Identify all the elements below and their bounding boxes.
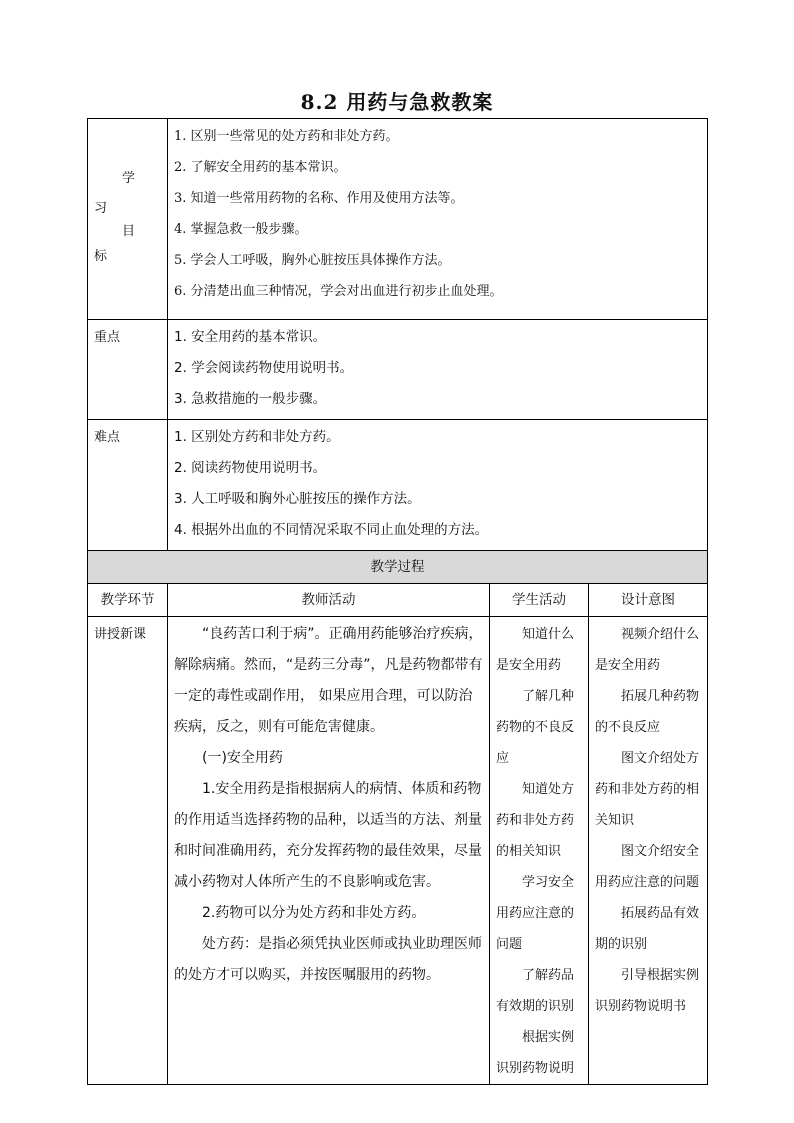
teacher-activity-cell — [168, 617, 490, 1085]
key-points-label: 重点 — [88, 320, 168, 420]
student-item: 了解几种药物的不良反应 — [496, 689, 575, 766]
difficulties-label: 难点 — [88, 420, 168, 551]
design-item: 拓展几种药物的不良反应 — [595, 689, 700, 735]
process-header: 教学过程 — [88, 551, 708, 584]
key-points-row — [88, 320, 708, 420]
difficulties-row — [88, 420, 708, 551]
column-header-stage: 教学环节 — [88, 584, 168, 617]
teacher-paragraph: “良药苦口利于病”。正确用药能够治疗疾病，解除病痛。然而，“是药三分毒”，凡是药物都带有一定的毒性或副作用， 如果应用合理，可以防治疾病，反之，则有可能危害健康。 — [174, 626, 483, 735]
difficulty-item: 3. 人工呼吸和胸外心脏按压的操作方法。 — [174, 491, 421, 507]
student-item: 根据实例识别药物说明 — [496, 1030, 575, 1076]
objective-item: 1. 区别一些常见的处方药和非处方药。 — [174, 129, 399, 144]
column-header-row — [88, 584, 708, 617]
teacher-paragraph: (一)安全用药 — [202, 750, 283, 766]
student-item: 知道处方药和非处方药的相关知识 — [496, 782, 575, 859]
process-row — [88, 617, 708, 1085]
design-item: 拓展药品有效期的识别 — [595, 906, 700, 952]
column-header-student: 学生活动 — [490, 584, 589, 617]
teacher-paragraph: 2.药物可以分为处方药和非处方药。 — [202, 905, 426, 921]
objective-item: 3. 知道一些常用药物的名称、作用及使用方法等。 — [174, 191, 464, 206]
student-item: 知道什么是安全用药 — [496, 627, 575, 673]
teacher-paragraph: 处方药：是指必须凭执业医师或执业助理医师的处方才可以购买，并按医嘱服用的药物。 — [174, 936, 482, 983]
difficulty-item: 2. 阅读药物使用说明书。 — [174, 460, 327, 476]
design-item: 图文介绍处方药和非处方药的相关知识 — [595, 751, 700, 828]
objective-item: 6. 分清楚出血三种情况，学会对出血进行初步止血处理。 — [174, 284, 503, 299]
teacher-paragraph: 1.安全用药是指根据病人的病情、体质和药物的作用适当选择药物的品种，以适当的方法、剂量和时间准确用药，充分发挥药物的最佳效果，尽量减小药物对人体所产生的不良影响或危害。 — [174, 781, 482, 890]
page-title: 8.2 用药与急救教案 — [300, 90, 494, 114]
key-point-item: 2. 学会阅读药物使用说明书。 — [174, 360, 354, 376]
difficulty-item: 4. 根据外出血的不同情况采取不同止血处理的方法。 — [174, 522, 489, 538]
design-intent-cell — [589, 617, 708, 1085]
objectives-content — [168, 119, 708, 320]
process-header-row — [88, 551, 708, 584]
column-header-teacher: 教师活动 — [168, 584, 490, 617]
design-item: 图文介绍安全用药应注意的问题 — [595, 844, 700, 890]
student-item: 了解药品有效期的识别 — [496, 968, 575, 1014]
design-item: 引导根据实例识别药物说明书 — [595, 968, 700, 1014]
design-item: 视频介绍什么是安全用药 — [595, 627, 700, 673]
objectives-label-cell — [88, 119, 168, 320]
objective-item: 5. 学会人工呼吸，胸外心脏按压具体操作方法。 — [174, 253, 451, 268]
key-points-content — [168, 320, 708, 420]
objectives-label-char: 目 — [122, 224, 136, 239]
student-item: 学习安全用药应注意的问题 — [496, 875, 575, 952]
difficulty-item: 1. 区别处方药和非处方药。 — [174, 429, 340, 445]
objective-item: 4. 掌握急救一般步骤。 — [174, 222, 308, 237]
stage-cell: 讲授新课 — [88, 617, 168, 1085]
objectives-row — [88, 119, 708, 320]
difficulties-content — [168, 420, 708, 551]
column-header-design: 设计意图 — [589, 584, 708, 617]
lesson-plan-table — [87, 118, 708, 1085]
objectives-label-char: 习 — [94, 201, 108, 216]
key-point-item: 1. 安全用药的基本常识。 — [174, 329, 327, 345]
key-point-item: 3. 急救措施的一般步骤。 — [174, 391, 327, 407]
objective-item: 2. 了解安全用药的基本常识。 — [174, 160, 347, 175]
student-activity-cell — [490, 617, 589, 1085]
objectives-label-char: 学 — [122, 171, 136, 186]
objectives-label-char: 标 — [94, 249, 108, 264]
